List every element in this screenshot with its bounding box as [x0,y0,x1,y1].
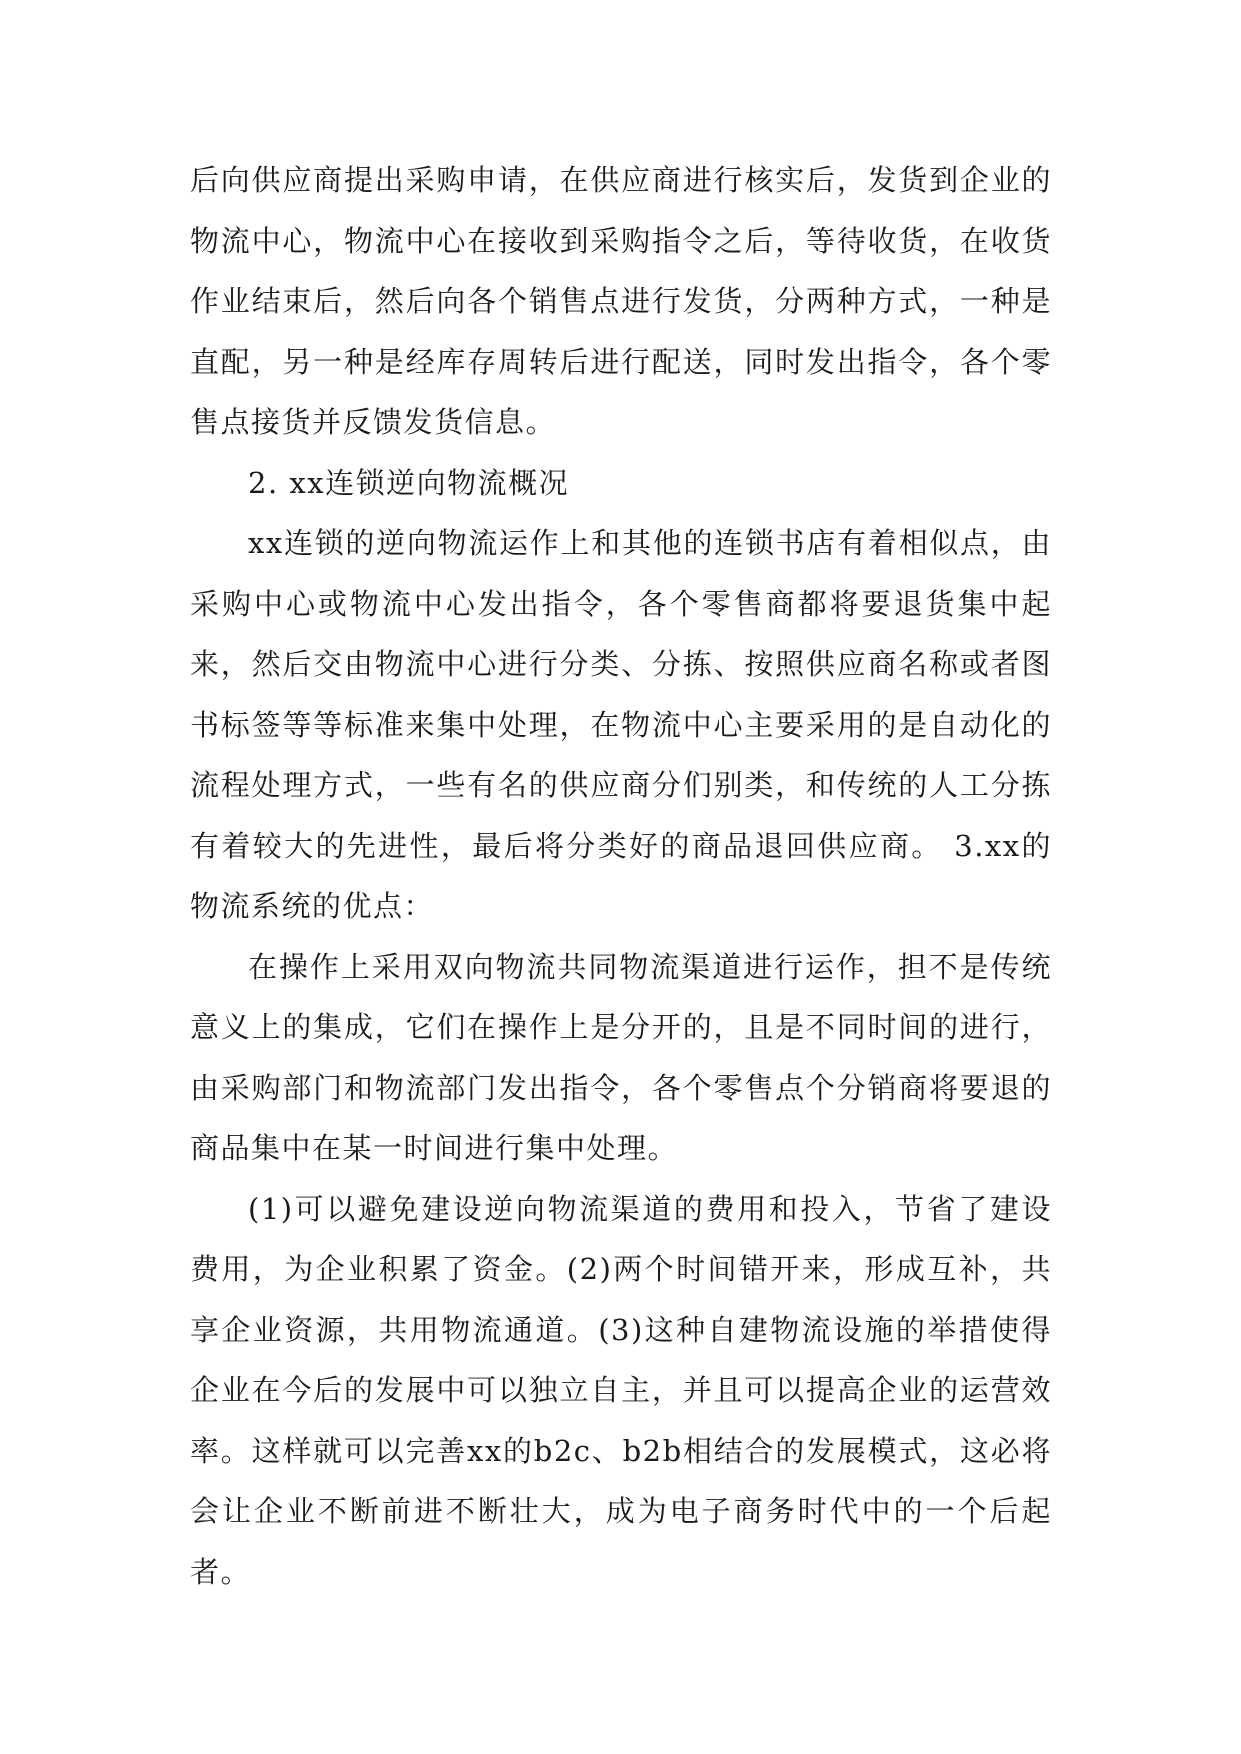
paragraph-operation: 在操作上采用双向物流共同物流渠道进行运作，担不是传统意义上的集成，它们在操作上是分开的，且是不同时间的进行，由采购部门和物流部门发出指令，各个零售点个分销商将要退的商品集中在某一时间进行集中处理。 [190,949,1052,1165]
document-body [190,150,1052,1602]
section-heading-reverse-logistics: 2. xx连锁逆向物流概况 [248,465,570,500]
paragraph-advantages: (1)可以避免建设逆向物流渠道的费用和投入，节省了建设费用，为企业积累了资金。(2)两个时间错开来，形成互补，共享企业资源，共用物流通道。(3)这种自建物流设施的举措使得企业在今后的发展中可以独立自主，并且可以提高企业的运营效率。这样就可以完善xx的b2c、b2b相结合的发展模式，这必将会让企业不断前进不断壮大，成为电子商务时代中的一个后起者。 [190,1191,1052,1589]
paragraph-continuation: 后向供应商提出采购申请，在供应商进行核实后，发货到企业的物流中心，物流中心在接收到采购指令之后，等待收货，在收货作业结束后，然后向各个销售点进行发货，分两种方式，一种是直配，另一种是经库存周转后进行配送，同时发出指令，各个零售点接货并反馈发货信息。 [190,163,1052,439]
paragraph-reverse-logistics: xx连锁的逆向物流运作上和其他的连锁书店有着相似点，由采购中心或物流中心发出指令，各个零售商都将要退货集中起来，然后交由物流中心进行分类、分拣、按照供应商名称或者图书标签等等标准来集中处理，在物流中心主要采用的是自动化的流程处理方式，一些有名的供应商分们别类，和传统的人工分拣有着较大的先进性，最后将分类好的商品退回供应商。 3.xx的物流系统的优点： [190,526,1052,923]
